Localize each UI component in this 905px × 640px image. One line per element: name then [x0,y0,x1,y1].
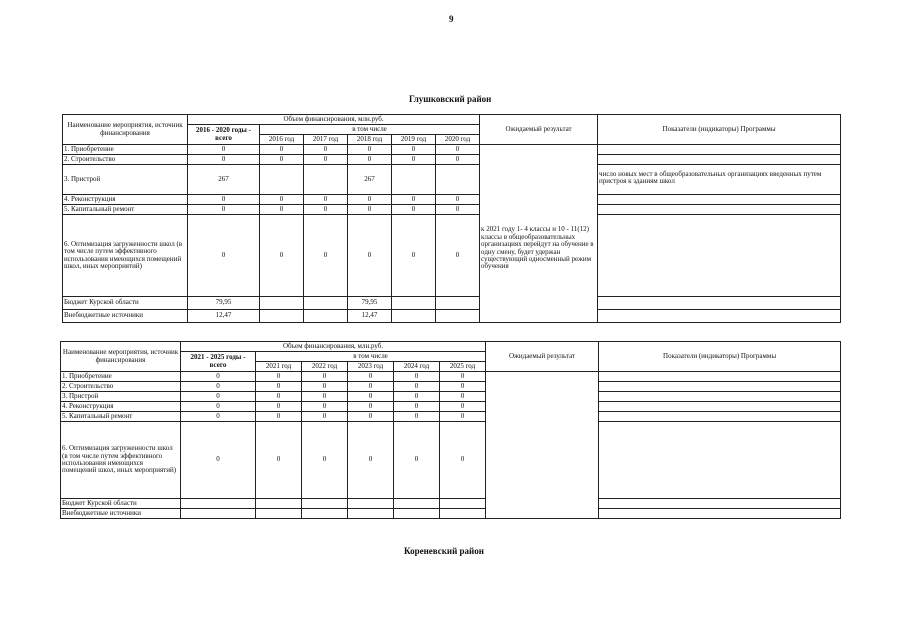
indicator-cell [598,145,841,155]
header-indicators: Показатели (индикаторы) Программы [599,342,841,372]
indicator-cell [598,205,841,215]
row-year-value: 0 [440,382,486,392]
row-year-value [260,297,304,310]
row-year-value: 0 [260,195,304,205]
row-year-value: 0 [440,402,486,412]
row-year-value: 0 [302,412,348,422]
row-year-value [348,499,394,509]
row-year-value: 0 [256,392,302,402]
row-year-value: 0 [348,372,394,382]
row-total: 0 [181,392,256,402]
row-year-value: 267 [348,165,392,195]
row-year-value: 0 [304,145,348,155]
table-row [61,499,841,509]
row-year-value: 0 [436,145,480,155]
row-year-value [436,297,480,310]
row-year-value: 0 [440,422,486,499]
row-label: 4. Реконструкция [61,402,181,412]
header-expected-result: Ожидаемый результат [480,115,598,145]
header-volume: Объем финансирования, млн.руб. [181,342,486,352]
row-label: 1. Приобретение [61,372,181,382]
header-year: 2022 год [302,362,348,372]
row-label: 2. Строительство [61,382,181,392]
table-row [61,422,841,499]
indicator-cell [599,382,841,392]
table-row [61,372,841,382]
row-total: 0 [181,372,256,382]
header-year: 2021 год [256,362,302,372]
row-year-value: 0 [392,205,436,215]
row-total: 0 [188,145,260,155]
indicator-cell [599,499,841,509]
row-year-value [304,297,348,310]
row-year-value: 79,95 [348,297,392,310]
table-row [61,509,841,519]
row-year-value: 0 [394,412,440,422]
row-label: Бюджет Курской области [63,297,188,310]
table-row [63,155,841,165]
row-year-value: 0 [302,402,348,412]
row-year-value: 0 [348,195,392,205]
row-year-value [440,509,486,519]
row-total: 0 [188,155,260,165]
header-total: 2021 - 2025 годы - всего [181,352,256,372]
row-year-value [302,499,348,509]
row-year-value [256,509,302,519]
row-label: 6. Оптимизация загруженности школ (в том числе путем эффективного использования имеющихся помещений школ, иных мероприятий) [61,422,181,499]
row-year-value [392,297,436,310]
row-year-value: 0 [348,422,394,499]
row-year-value: 0 [256,422,302,499]
row-year-value: 0 [260,155,304,165]
row-year-value: 0 [304,155,348,165]
row-total: 0 [181,382,256,392]
header-name-column: Наименование мероприятия, источник финансирования [61,342,181,372]
row-year-value: 0 [348,205,392,215]
row-label: 1. Приобретение [63,145,188,155]
table-row [63,310,841,323]
table-row [61,392,841,402]
row-year-value: 0 [392,145,436,155]
row-year-value: 0 [392,195,436,205]
row-total [181,509,256,519]
row-year-value [304,310,348,323]
row-total: 0 [181,422,256,499]
row-total: 12,47 [188,310,260,323]
indicator-text: число новых мест в общеобразовательных организациях введенных путем пристроя к зданиям школ [598,165,841,195]
row-year-value: 0 [392,155,436,165]
header-year: 2016 год [260,135,304,145]
row-year-value [348,509,394,519]
table-row [63,215,841,297]
row-year-value: 0 [348,145,392,155]
row-year-value: 0 [394,382,440,392]
table-row [61,382,841,392]
indicator-cell [599,372,841,382]
header-year: 2020 год [436,135,480,145]
row-year-value [436,165,480,195]
table-row [63,195,841,205]
header-expected-result: Ожидаемый результат [486,342,599,372]
row-label: 5. Капитальный ремонт [61,412,181,422]
header-including: в том числе [260,125,480,135]
header-year: 2017 год [304,135,348,145]
indicator-cell [599,392,841,402]
financing-table-2016-2020 [62,114,841,323]
row-year-value: 0 [436,205,480,215]
row-total: 0 [181,412,256,422]
row-year-value: 0 [440,372,486,382]
expected-result-text: к 2021 году 1- 4 классы и 10 - 11(12) классы в общеобразовательных организациях перейдут на обучение в одну смену, будет удержан существующий односменный режим обучения [480,145,598,323]
indicator-cell [598,297,841,310]
row-year-value: 0 [394,372,440,382]
header-year: 2023 год [348,362,394,372]
row-year-value [302,509,348,519]
row-year-value [260,165,304,195]
row-label: Внебюджетные источники [61,509,181,519]
row-year-value: 0 [394,392,440,402]
header-year: 2018 год [348,135,392,145]
page-number: 9 [449,14,454,24]
row-total [181,499,256,509]
row-year-value: 0 [348,392,394,402]
indicator-cell [598,195,841,205]
header-volume: Объем финансирования, млн.руб. [188,115,480,125]
row-year-value: 0 [440,392,486,402]
row-year-value: 0 [348,382,394,392]
row-label: 3. Пристрой [61,392,181,402]
row-year-value: 0 [302,372,348,382]
header-indicators: Показатели (индикаторы) Программы [598,115,841,145]
row-label: 2. Строительство [63,155,188,165]
row-year-value: 0 [304,205,348,215]
row-year-value: 0 [304,215,348,297]
row-year-value [436,310,480,323]
row-year-value: 0 [256,372,302,382]
row-year-value: 0 [256,382,302,392]
header-year: 2019 год [392,135,436,145]
row-year-value: 12,47 [348,310,392,323]
row-year-value: 0 [436,155,480,165]
indicator-cell [599,412,841,422]
row-year-value [392,310,436,323]
district-title-glushkovsky: Глушковский район [409,94,492,104]
row-label: Бюджет Курской области [61,499,181,509]
row-year-value: 0 [302,392,348,402]
row-year-value: 0 [440,412,486,422]
row-label: Внебюджетные источники [63,310,188,323]
row-year-value [260,310,304,323]
table-row [63,145,841,155]
table-row [63,205,841,215]
row-year-value: 0 [348,402,394,412]
row-year-value: 0 [394,422,440,499]
row-year-value: 0 [348,215,392,297]
header-year: 2024 год [394,362,440,372]
row-year-value [394,509,440,519]
row-year-value: 0 [302,422,348,499]
row-year-value [304,165,348,195]
row-total: 0 [181,402,256,412]
row-total: 0 [188,215,260,297]
row-year-value [392,165,436,195]
header-name-column: Наименование мероприятия, источник финансирования [63,115,188,145]
row-label: 4. Реконструкция [63,195,188,205]
row-year-value: 0 [436,195,480,205]
row-total: 267 [188,165,260,195]
row-year-value [256,499,302,509]
indicator-cell [599,509,841,519]
row-year-value: 0 [260,205,304,215]
row-year-value: 0 [348,412,394,422]
expected-result-text [486,372,599,519]
row-year-value: 0 [260,215,304,297]
row-total: 0 [188,205,260,215]
row-label: 3. Пристрой [63,165,188,195]
table-row [63,165,841,195]
row-year-value: 0 [348,155,392,165]
table-row [61,412,841,422]
row-year-value [394,499,440,509]
row-label: 5. Капитальный ремонт [63,205,188,215]
row-total: 79,95 [188,297,260,310]
row-total: 0 [188,195,260,205]
header-total: 2016 - 2020 годы - всего [188,125,260,145]
indicator-cell [598,215,841,297]
row-year-value: 0 [392,215,436,297]
indicator-cell [598,310,841,323]
row-year-value: 0 [260,145,304,155]
district-title-korenevsky: Кореневский район [404,546,484,556]
row-year-value: 0 [436,215,480,297]
header-including: в том числе [256,352,486,362]
indicator-cell [598,155,841,165]
indicator-cell [599,402,841,412]
row-year-value [440,499,486,509]
table-row [61,402,841,412]
row-label: 6. Оптимизация загруженности школ (в том числе путем эффективного использования имеющихся помещений школ, иных мероприятий) [63,215,188,297]
table-row [63,297,841,310]
row-year-value: 0 [256,402,302,412]
financing-table-2021-2025 [60,341,841,519]
indicator-text [599,422,841,499]
row-year-value: 0 [394,402,440,412]
row-year-value: 0 [302,382,348,392]
row-year-value: 0 [256,412,302,422]
header-year: 2025 год [440,362,486,372]
row-year-value: 0 [304,195,348,205]
